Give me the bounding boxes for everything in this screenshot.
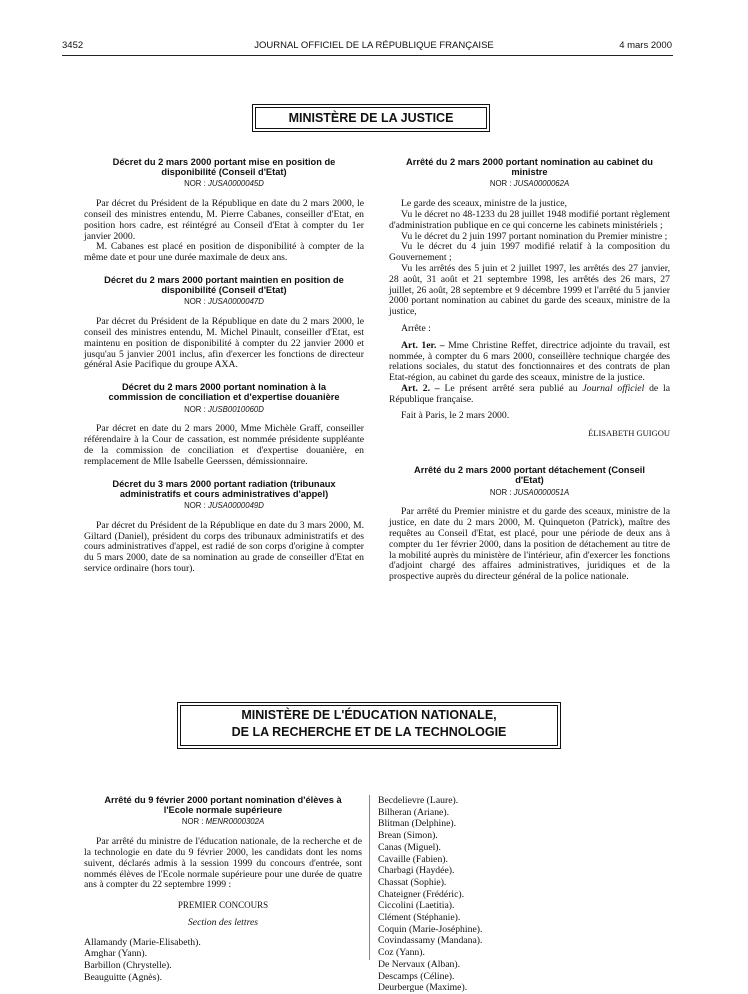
- visa: Vu le décret du 4 juin 1997 modifié relatif à la composition du Gouvernement ;: [389, 241, 670, 264]
- section-heading: Section des lettres: [187, 916, 259, 928]
- article-text: de la République française.: [389, 382, 670, 405]
- student-name: Descamps (Céline).: [378, 970, 455, 982]
- visa: Vu les arrêtés des 5 juin et 2 juillet 1997, les arrêtés des 27 janvier, 28 août, 31 août et 21 septembre 1998, les arrêtés des 26 mars, 27 juillet, 26 août, 28 septembre et 9 décembre 1999 et l'arrêté du 5 janvier 2000 portant nomination au cabinet du garde des sceaux, ministre de la justice,: [389, 262, 670, 318]
- nor-label: NOR :: [184, 179, 206, 189]
- nor-label: NOR :: [184, 297, 206, 307]
- student-name: Coz (Yann).: [378, 947, 425, 959]
- nor-reference: [84, 179, 364, 190]
- decree-title: Décret du 2 mars 2000 portant maintien en position de disponibilité (Conseil d'Etat): [104, 274, 344, 296]
- education-right-column: [378, 795, 638, 994]
- student-name: Canas (Miguel).: [378, 841, 441, 853]
- student-name: Cavaille (Fabien).: [378, 853, 448, 865]
- nor-reference: [84, 405, 364, 416]
- student-name: Barbillon (Chrystelle).: [84, 960, 172, 972]
- journal-name: Journal officiel: [582, 382, 645, 394]
- student-name: Ciccolini (Laetitia).: [378, 900, 455, 912]
- nor-reference: [389, 179, 670, 190]
- decree-commission: [84, 382, 364, 467]
- student-name: Coquin (Marie-Joséphine).: [378, 923, 483, 935]
- signature: ÉLISABETH GUIGOU: [588, 428, 670, 439]
- nor-label: NOR :: [184, 404, 206, 414]
- decree-radiation: [84, 479, 364, 575]
- visa: Vu le décret no 48-1233 du 28 juillet 1948 modifié portant règlement d'administration publique en ce qui concerne les cabinets ministériels ;: [389, 209, 670, 231]
- paragraph: Par décret du Président de la République en date du 3 mars 2000, M. Giltard (Daniel), président du corps des tribunaux administratifs et des cours administratives d'appel, est radié de son corps d'origine à compter du 5 mars 2000, date de sa nomination au grade de conseiller d'Etat en service ordinaire (hors tour).: [84, 519, 364, 574]
- nor-code: JUSA0000047D: [207, 297, 264, 307]
- nor-reference: [389, 488, 670, 499]
- article-text: Mme Christine Reffet, directrice adjointe du travail, est nommée, à compter du 6 mars 2000, conseillère technique chargée des relations sociales, du statut des fonctionnaires et des contrats de plan Etat-région, au cabinet du garde des sceaux, ministre de la justice.: [389, 339, 671, 384]
- paragraph: Par arrêté du ministre de l'éducation nationale, de la recherche et de la technologie en date du 9 février 2000, les candidats dont les noms suivent, déclarés admis à la session 1999 du concours d'entrée, sont nommés élèves de l'Ecole normale supérieure pour une durée de quatre ans à compter du 22 septembre 1999 :: [84, 836, 362, 891]
- arrete-title: Arrêté du 2 mars 2000 portant détachement (Conseil d'Etat): [414, 465, 645, 486]
- paragraph: Par décret du Président de la République en date du 2 mars 2000, le conseil des ministres entendu, M. Pierre Cabanes, conseiller d'Etat, en position hors cadre, est réintégré au Conseil d'Etat à compter du 1er janvier 2000.: [84, 198, 364, 242]
- header-rule: [62, 55, 673, 56]
- student-name: Bilheran (Ariane).: [378, 806, 450, 818]
- nor-code: JUSB0010060D: [207, 404, 264, 414]
- signing-place-date: Fait à Paris, le 2 mars 2000.: [401, 409, 510, 421]
- article-label: Art. 2. –: [401, 382, 440, 394]
- nor-label: NOR :: [489, 487, 512, 497]
- ministry-line: MINISTÈRE DE L'ÉDUCATION NATIONALE,: [241, 708, 497, 722]
- decree-disponibilite: [84, 157, 364, 264]
- arrete-title: Arrêté du 9 février 2000 portant nomination d'élèves à l'Ecole normale supérieure: [104, 795, 342, 816]
- student-name: Brean (Simon).: [378, 830, 438, 842]
- student-name: Chateigner (Frédéric).: [378, 888, 465, 900]
- column-divider: [369, 795, 370, 960]
- arrete-cabinet: [389, 157, 670, 439]
- student-name: De Nervaux (Alban).: [378, 958, 461, 970]
- nor-code: JUSA0000062A: [513, 179, 570, 189]
- nor-code: JUSA0000049D: [207, 500, 264, 510]
- nor-label: NOR :: [184, 500, 206, 510]
- article-text: Le présent arrêté sera publié au: [444, 382, 578, 394]
- ministry-justice-heading: MINISTÈRE DE LA JUSTICE: [255, 107, 487, 129]
- journal-title: JOURNAL OFFICIEL DE LA RÉPUBLIQUE FRANÇAISE: [254, 40, 494, 51]
- ministry-education-heading: [180, 705, 558, 746]
- concours-heading: PREMIER CONCOURS: [177, 900, 269, 911]
- student-name: Chassat (Sophie).: [378, 876, 447, 888]
- arrete-detachement: [389, 465, 670, 583]
- ministry-line: DE LA RECHERCHE ET DE LA TECHNOLOGIE: [231, 725, 507, 739]
- nor-code: JUSA0000051A: [513, 487, 570, 497]
- paragraph: Par arrêté du Premier ministre et du garde des sceaux, ministre de la justice, en date du 2 mars 2000, M. Quinqueton (Patrick), maître des requêtes au Conseil d'Etat, est placé, pour une période de deux ans à compter du 1er février 2000, dans la position de détachement au titre de la mobilité auprès du ministère de l'intérieur, afin d'exercer les fonctions d'adjoint chargé des affaires administratives, juridiques et de la prospective auprès du directeur général de la police nationale.: [389, 506, 670, 583]
- student-name: Covindassamy (Mandana).: [378, 935, 483, 947]
- nor-code: JUSA0000045D: [207, 179, 264, 189]
- nor-reference: [84, 501, 364, 512]
- education-left-column: [84, 795, 362, 984]
- decree-title: Décret du 2 mars 2000 portant mise en position de disponibilité (Conseil d'Etat): [112, 157, 336, 178]
- article-2: [389, 384, 670, 406]
- paragraph: Par décret en date du 2 mars 2000, Mme Michèle Graff, conseiller référendaire à la Cour de cassation, est nommée présidente suppléante de la commission de conciliation et d'expertise douanière, en remplacement de Mlle Isabelle Geerssen, démissionnaire.: [84, 423, 364, 467]
- decree-maintien: [84, 275, 364, 371]
- student-name: Beauguitte (Agnès).: [84, 971, 163, 983]
- student-name: Allamandy (Marie-Elisabeth).: [84, 936, 201, 948]
- arrete-title: Arrêté du 2 mars 2000 portant nomination au cabinet du ministre: [406, 157, 653, 178]
- justice-right-column: [389, 157, 670, 583]
- student-name: Charbagi (Haydée).: [378, 865, 455, 877]
- student-name: Blitman (Delphine).: [378, 818, 457, 830]
- paragraph: Par décret du Président de la République en date du 2 mars 2000, le conseil des ministres entendu, M. Michel Pinault, conseiller d'Etat, est maintenu en position de disponibilité à compter du 22 janvier 2000 et jusqu'au 5 janvier 2001 inclus, afin d'exercer les fonctions de directeur général Asie Pacifique du groupe AXA.: [84, 316, 364, 371]
- paragraph: M. Cabanes est placé en position de disponibilité à compter de la même date et pour une durée maximale de deux ans.: [84, 241, 364, 264]
- nor-reference: [84, 817, 362, 828]
- decree-title: Décret du 3 mars 2000 portant radiation (tribunaux administratifs et cours administratives d'appel): [112, 478, 336, 499]
- nor-reference: [84, 297, 364, 308]
- student-name: Amghar (Yann).: [84, 948, 148, 960]
- names-list-left: [84, 937, 362, 984]
- nor-label: NOR :: [489, 179, 512, 189]
- justice-left-column: [84, 157, 364, 575]
- nor-label: NOR :: [181, 817, 204, 827]
- arrete-word: Arrête :: [401, 322, 431, 334]
- issue-date: 4 mars 2000: [619, 40, 672, 51]
- article-1: [389, 341, 670, 384]
- page-number: 3452: [62, 40, 84, 51]
- nor-code: MENR0000302A: [205, 817, 265, 827]
- student-name: Becdelievre (Laure).: [378, 795, 459, 806]
- decree-title: Décret du 2 mars 2000 portant nomination à la commission de conciliation et d'expertise douanière: [108, 382, 340, 403]
- names-list-right: [378, 795, 638, 994]
- article-label: Art. 1er. –: [401, 339, 445, 351]
- student-name: Deurbergue (Maxime).: [378, 982, 468, 994]
- visa: Vu le décret du 2 juin 1997 portant nomination du Premier ministre ;: [401, 230, 668, 242]
- student-name: Clément (Stéphanie).: [378, 912, 461, 924]
- preamble: Le garde des sceaux, ministre de la justice,: [401, 198, 567, 210]
